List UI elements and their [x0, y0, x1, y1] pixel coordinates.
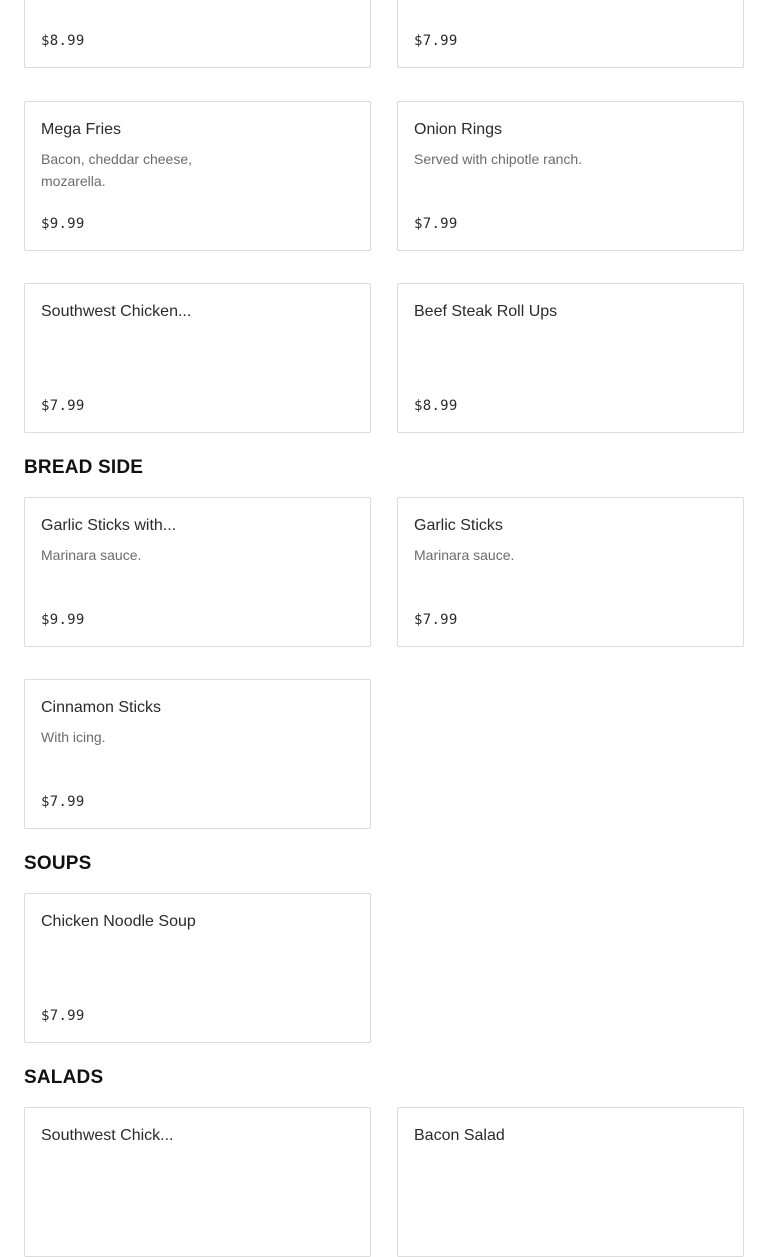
menu-item-mega-fries[interactable]	[24, 101, 371, 251]
menu-item-beef-steak-roll-ups[interactable]	[397, 283, 744, 433]
item-name: Cinnamon Sticks	[41, 699, 162, 716]
item-description: Marinara sauce.	[41, 547, 142, 563]
item-name: Garlic Sticks with...	[41, 517, 177, 534]
item-price: $7.99	[414, 612, 458, 628]
item-name: Garlic Sticks	[414, 517, 503, 534]
item-price: $8.99	[41, 33, 85, 49]
menu-item-card[interactable]	[24, 0, 371, 68]
menu-item-southwest-chicken-salad[interactable]	[24, 1107, 371, 1257]
menu-item-southwest-chicken[interactable]	[24, 283, 371, 433]
item-price: $9.99	[41, 612, 85, 628]
section-title-bread-side: BREAD SIDE	[24, 457, 144, 478]
menu-item-card[interactable]	[397, 0, 744, 68]
menu-item-garlic-sticks[interactable]	[397, 497, 744, 647]
item-price: $7.99	[41, 794, 85, 810]
item-price: $8.99	[414, 398, 458, 414]
section-title-salads: SALADS	[24, 1067, 104, 1088]
item-name: Chicken Noodle Soup	[41, 913, 196, 930]
item-description: With icing.	[41, 729, 106, 745]
item-name: Bacon Salad	[414, 1127, 505, 1144]
item-price: $7.99	[41, 1008, 85, 1024]
menu-item-onion-rings[interactable]	[397, 101, 744, 251]
item-price: $7.99	[41, 398, 85, 414]
section-title-soups: SOUPS	[24, 853, 92, 874]
menu-item-garlic-sticks-with[interactable]	[24, 497, 371, 647]
item-name: Southwest Chick...	[41, 1127, 174, 1144]
item-description: Bacon, cheddar cheese, mozarella.	[41, 151, 192, 189]
item-price: $9.99	[41, 216, 85, 232]
item-price: $7.99	[414, 33, 458, 49]
item-name: Southwest Chicken...	[41, 303, 192, 320]
item-name: Mega Fries	[41, 121, 122, 138]
item-name: Onion Rings	[414, 121, 503, 138]
menu-item-chicken-noodle-soup[interactable]	[24, 893, 371, 1043]
menu-item-cinnamon-sticks[interactable]	[24, 679, 371, 829]
item-description: Served with chipotle ranch.	[414, 151, 583, 167]
menu-item-bacon-salad[interactable]	[397, 1107, 744, 1257]
item-name: Beef Steak Roll Ups	[414, 303, 558, 320]
item-description: Marinara sauce.	[414, 547, 515, 563]
item-price: $7.99	[414, 216, 458, 232]
